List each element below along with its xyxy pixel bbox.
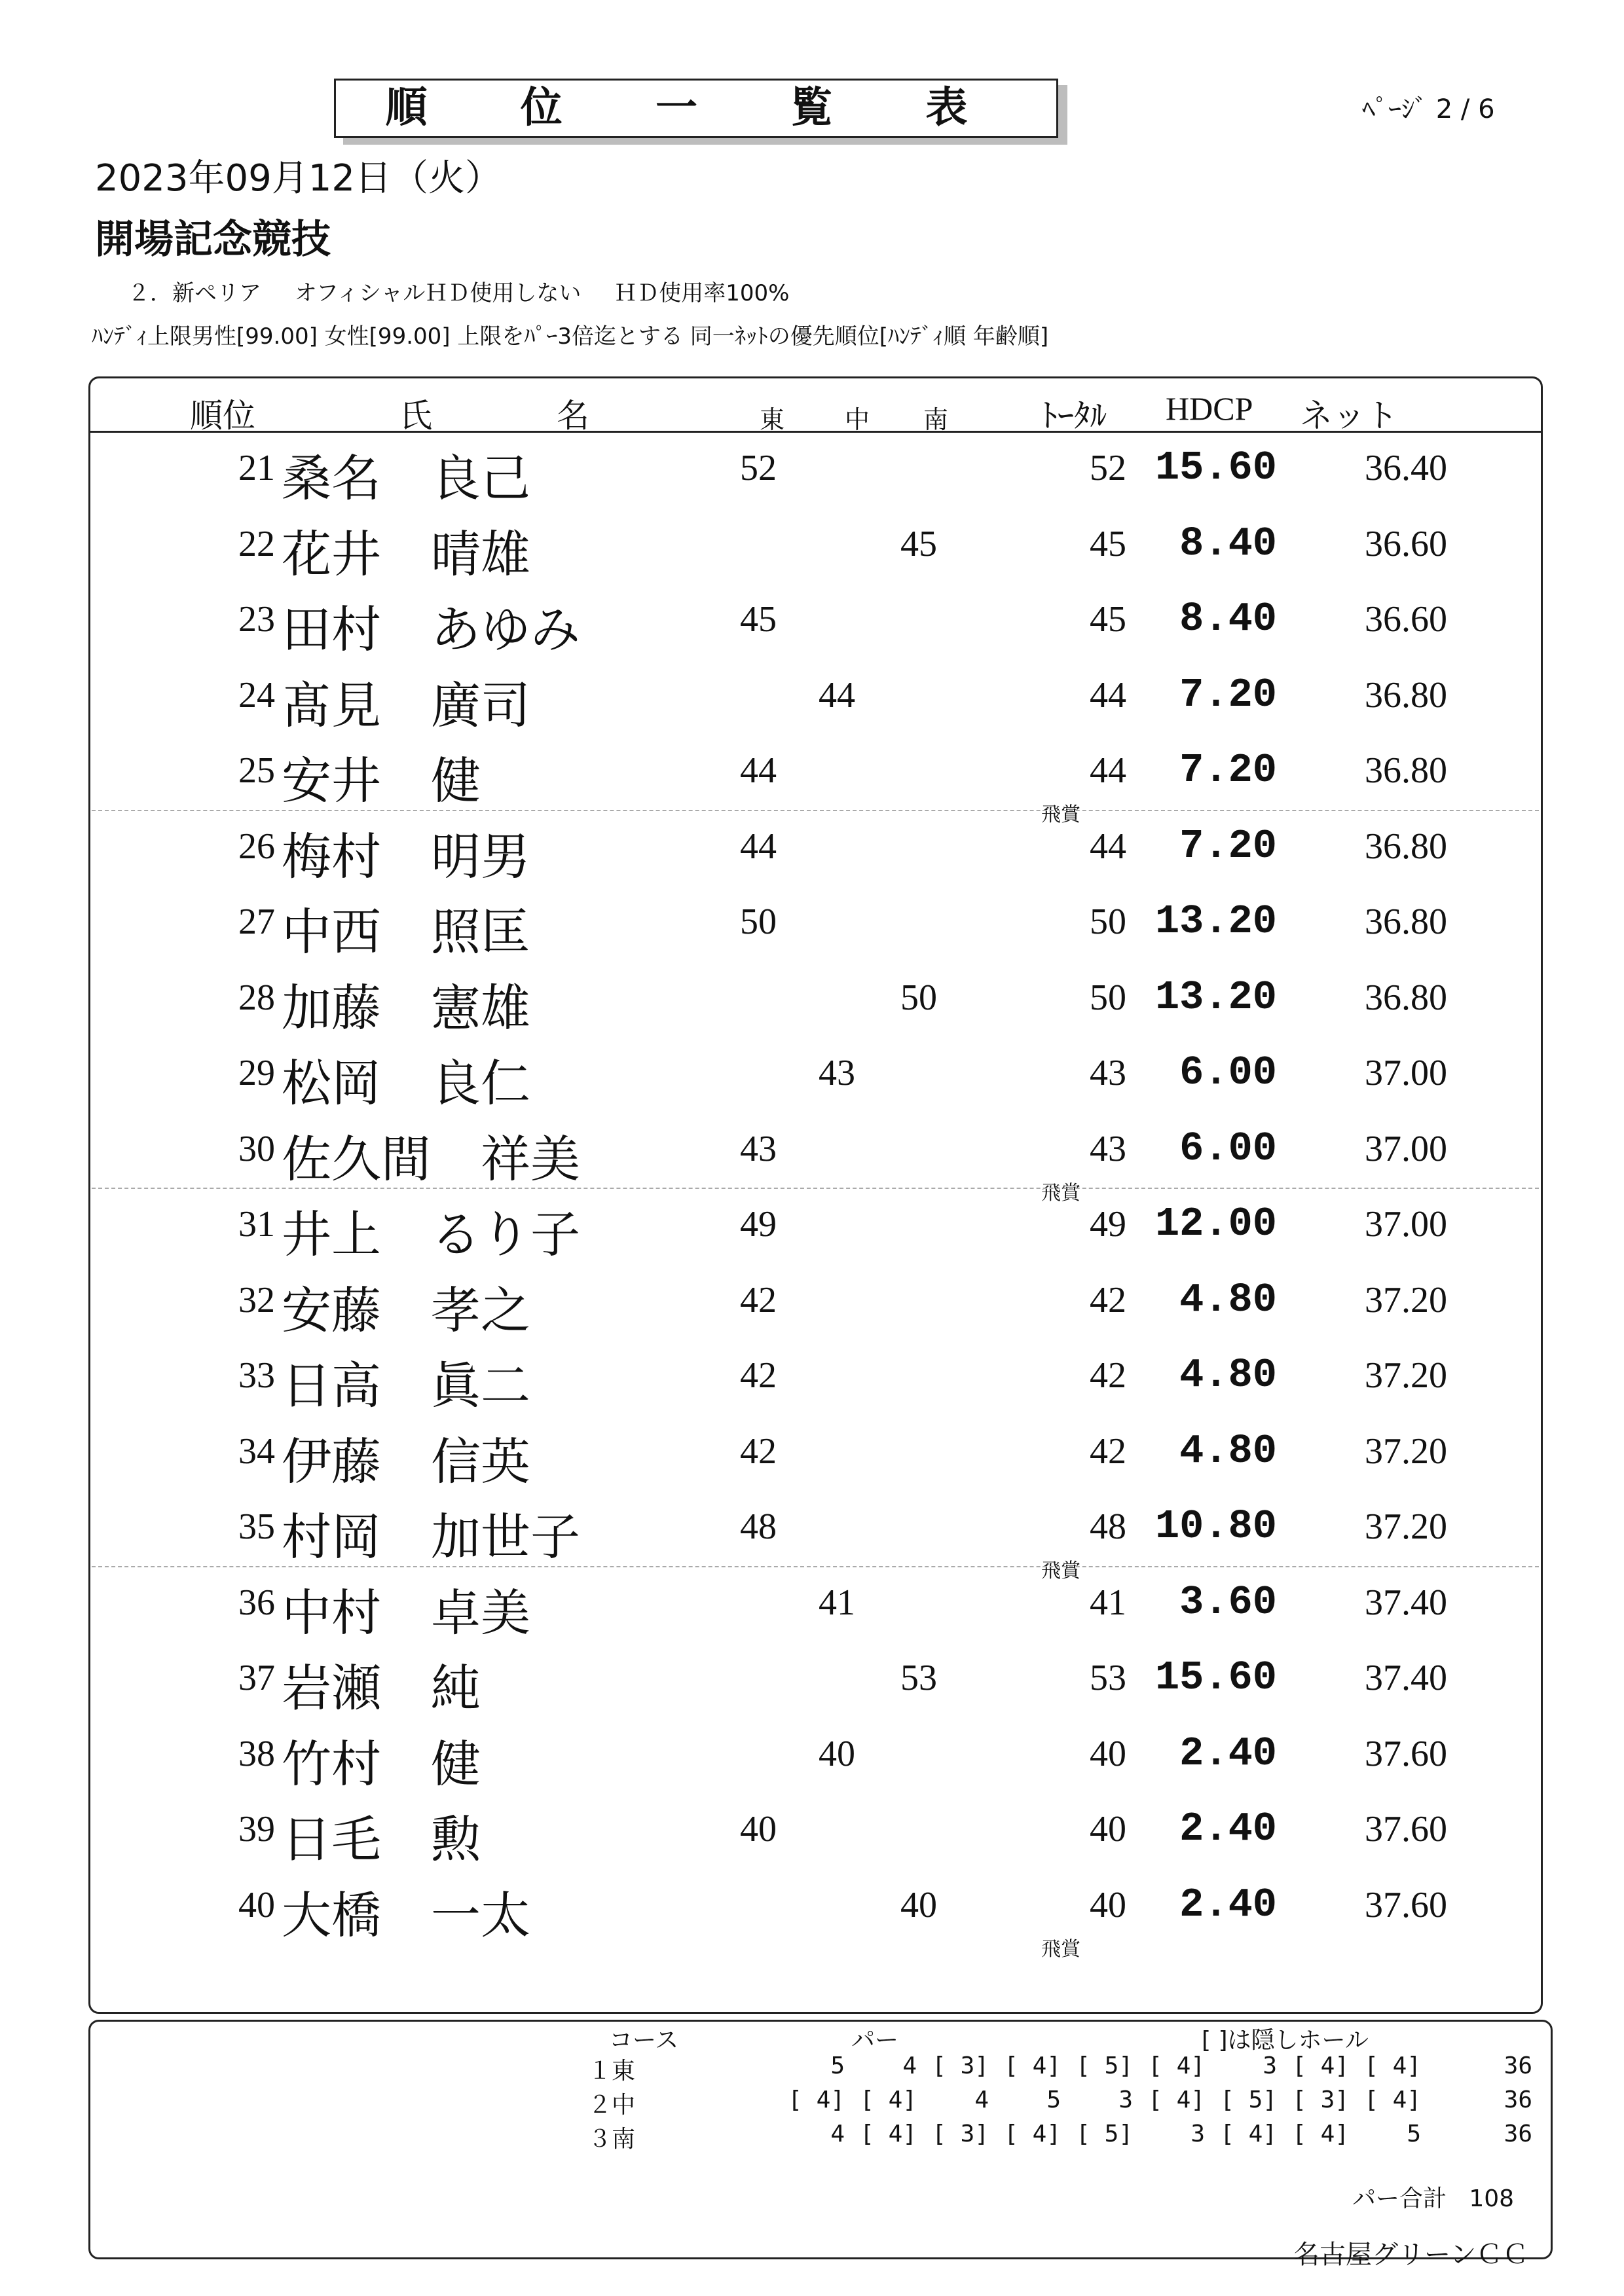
cell-total: 44 <box>1090 674 1126 716</box>
cell-net: 37.40 <box>1365 1658 1447 1698</box>
table-row <box>0 738 1624 826</box>
cell-south: 40 <box>900 1884 937 1925</box>
hole-par: [ 4] <box>788 2086 845 2113</box>
cell-hdcp: 6.00 <box>1179 1125 1277 1172</box>
cell-net: 37.60 <box>1365 1884 1447 1925</box>
cell-name: 井上 るり子 <box>282 1208 580 1263</box>
handicap-rule: ﾊﾝﾃﾞｨ上限男性[99.00] 女性[99.00] 上限をﾊﾟｰ3倍迄とする 同一ﾈｯﾄの優先順位[ﾊﾝﾃﾞｨ順 年齢順] <box>92 323 1049 350</box>
cell-total: 48 <box>1090 1506 1126 1547</box>
col-total: ﾄｰﾀﾙ <box>1041 397 1107 434</box>
cell-east: 42 <box>740 1355 777 1396</box>
cell-rank: 26 <box>238 826 275 867</box>
cell-mid: 44 <box>819 674 855 716</box>
hole-par: 3 <box>1263 2052 1277 2079</box>
hole-par: [ 4] <box>1004 2052 1061 2079</box>
cell-rank: 30 <box>238 1128 275 1169</box>
cell-total: 44 <box>1090 826 1126 867</box>
competition-name: 開場記念競技 <box>95 217 331 263</box>
col-hdcp: HDCP <box>1166 390 1253 427</box>
cell-rank: 38 <box>238 1733 275 1774</box>
cell-total: 40 <box>1090 1809 1126 1850</box>
cell-name: 桑名 良己 <box>282 452 530 507</box>
hidden-hole-note: [ ]は隠しホール <box>1202 2027 1369 2054</box>
hole-par: [ 4] <box>1364 2052 1421 2079</box>
cell-total: 42 <box>1090 1279 1126 1321</box>
cell-hdcp: 15.60 <box>1154 445 1277 491</box>
cell-net: 36.60 <box>1365 523 1447 564</box>
cell-name: 伊藤 信英 <box>282 1434 530 1490</box>
hole-par: [ 4] <box>1292 2052 1349 2079</box>
cell-total: 53 <box>1090 1658 1126 1698</box>
hole-par: 5 <box>1046 2086 1061 2113</box>
cell-total: 44 <box>1090 750 1126 791</box>
cell-rank: 23 <box>238 599 275 640</box>
cell-rank: 35 <box>238 1506 275 1547</box>
cell-rank: 21 <box>238 448 275 488</box>
course-name: １東 <box>587 2058 635 2085</box>
cell-rank: 34 <box>238 1430 275 1472</box>
cell-net: 36.80 <box>1365 902 1447 942</box>
cell-hdcp: 2.40 <box>1179 1806 1277 1852</box>
par-total-value: 108 <box>1469 2185 1515 2212</box>
cell-hdcp: 2.40 <box>1179 1881 1277 1928</box>
cell-rank: 40 <box>238 1884 275 1925</box>
cell-south: 45 <box>900 523 937 564</box>
cell-name: 竹村 健 <box>282 1737 481 1793</box>
cell-total: 43 <box>1090 1053 1126 1093</box>
cell-note: 飛賞 <box>1041 1559 1080 1582</box>
cell-rank: 25 <box>238 750 275 791</box>
cell-name: 花井 晴雄 <box>282 527 530 583</box>
cell-name: 松岡 良仁 <box>282 1057 530 1112</box>
cell-hdcp: 7.20 <box>1179 671 1277 718</box>
col-rank: 順位 <box>190 397 255 434</box>
hole-par: [ 3] <box>932 2052 989 2079</box>
col-name-given: 名 <box>557 397 589 434</box>
cell-east: 40 <box>740 1809 777 1850</box>
cell-total: 42 <box>1090 1355 1126 1396</box>
cell-name: 岩瀬 純 <box>282 1662 481 1717</box>
cell-net: 37.20 <box>1365 1355 1447 1396</box>
cell-net: 36.80 <box>1365 826 1447 867</box>
page-number: ﾍﾟｰｼﾞ 2 / 6 <box>1362 94 1495 124</box>
table-row <box>0 1343 1624 1418</box>
cell-total: 52 <box>1090 448 1126 488</box>
cell-total: 45 <box>1090 523 1126 564</box>
table-row <box>0 1570 1624 1645</box>
hole-par: 4 <box>902 2052 917 2079</box>
cell-note: 飛賞 <box>1041 803 1080 826</box>
hole-par: 5 <box>830 2052 845 2079</box>
group-separator <box>92 810 1539 811</box>
cell-east: 44 <box>740 750 777 791</box>
cell-net: 37.60 <box>1365 1733 1447 1774</box>
event-date: 2023年09月12日（火） <box>95 157 502 200</box>
hole-par: [ 4] <box>1220 2121 1277 2147</box>
cell-hdcp: 6.00 <box>1179 1049 1277 1096</box>
par-label: パー <box>851 2027 899 2054</box>
hole-par: [ 4] <box>1004 2121 1061 2147</box>
cell-name: 大橋 一太 <box>282 1888 530 1944</box>
table-row <box>0 1040 1624 1116</box>
course-total: 36 <box>1504 2121 1532 2147</box>
cell-net: 36.80 <box>1365 977 1447 1018</box>
cell-east: 52 <box>740 448 777 488</box>
cell-hdcp: 13.20 <box>1154 898 1277 945</box>
hole-par: 4 <box>830 2121 845 2147</box>
cell-total: 45 <box>1090 599 1126 640</box>
col-net: ネット <box>1300 397 1398 434</box>
course-total: 36 <box>1504 2086 1532 2113</box>
col-south: 南 <box>923 407 949 434</box>
cell-hdcp: 13.20 <box>1154 974 1277 1021</box>
cell-name: 梅村 明男 <box>282 829 530 885</box>
hole-par: 5 <box>1407 2121 1421 2147</box>
course-total: 36 <box>1504 2052 1532 2079</box>
cell-net: 36.80 <box>1365 674 1447 716</box>
cell-south: 53 <box>900 1658 937 1698</box>
cell-rank: 32 <box>238 1279 275 1321</box>
cell-name: 日高 眞二 <box>282 1359 530 1414</box>
hole-par: [ 5] <box>1076 2121 1133 2147</box>
cell-hdcp: 3.60 <box>1179 1578 1277 1626</box>
hole-par: [ 4] <box>1148 2052 1205 2079</box>
table-row <box>0 889 1624 964</box>
cell-net: 37.00 <box>1365 1204 1447 1245</box>
cell-hdcp: 12.00 <box>1154 1201 1277 1247</box>
hole-par: [ 4] <box>860 2086 917 2113</box>
cell-hdcp: 8.40 <box>1179 596 1277 642</box>
cell-net: 37.00 <box>1365 1128 1447 1169</box>
course-name: ３南 <box>587 2126 635 2153</box>
table-row <box>0 1796 1624 1872</box>
hole-par: [ 5] <box>1076 2052 1133 2079</box>
table-row <box>0 587 1624 662</box>
cell-name: 村岡 加世子 <box>282 1510 580 1565</box>
cell-rank: 27 <box>238 902 275 942</box>
cell-east: 43 <box>740 1128 777 1169</box>
hole-par: [ 3] <box>1292 2086 1349 2113</box>
cell-east: 44 <box>740 826 777 867</box>
hole-par: 3 <box>1118 2086 1133 2113</box>
hole-par: [ 5] <box>1220 2086 1277 2113</box>
par-total-label: パー合計 <box>1352 2185 1447 2212</box>
cell-east: 48 <box>740 1506 777 1547</box>
table-row <box>0 1419 1624 1494</box>
cell-total: 40 <box>1090 1733 1126 1774</box>
cell-total: 42 <box>1090 1430 1126 1472</box>
cell-rank: 24 <box>238 674 275 716</box>
cell-hdcp: 8.40 <box>1179 520 1277 567</box>
cell-total: 50 <box>1090 902 1126 942</box>
hole-par: [ 4] <box>860 2121 917 2147</box>
table-row <box>0 1872 1624 1961</box>
table-row <box>0 435 1624 511</box>
table-row <box>0 511 1624 587</box>
cell-rank: 33 <box>238 1355 275 1396</box>
cell-south: 50 <box>900 977 937 1018</box>
hole-par: 3 <box>1190 2121 1205 2147</box>
hole-par: [ 4] <box>1148 2086 1205 2113</box>
cell-name: 佐久間 祥美 <box>282 1132 580 1188</box>
col-name-surname: 氏 <box>399 397 432 434</box>
cell-rank: 22 <box>238 523 275 564</box>
cell-east: 42 <box>740 1430 777 1472</box>
cell-rank: 36 <box>238 1582 275 1623</box>
cell-rank: 29 <box>238 1053 275 1093</box>
table-row <box>0 1721 1624 1796</box>
cell-net: 37.60 <box>1365 1809 1447 1850</box>
hole-par: [ 3] <box>932 2121 989 2147</box>
cell-hdcp: 4.80 <box>1179 1276 1277 1323</box>
cell-name: 田村 あゆみ <box>282 603 580 658</box>
cell-net: 37.20 <box>1365 1279 1447 1321</box>
course-name: ２中 <box>587 2092 635 2119</box>
cell-net: 36.80 <box>1365 750 1447 791</box>
cell-note: 飛賞 <box>1041 1937 1080 1961</box>
col-east: 東 <box>760 407 785 434</box>
table-row <box>0 663 1624 738</box>
table-row <box>0 965 1624 1040</box>
cell-rank: 31 <box>238 1204 275 1245</box>
cell-net: 37.20 <box>1365 1506 1447 1547</box>
cell-name: 中西 照匡 <box>282 905 530 960</box>
cell-hdcp: 4.80 <box>1179 1352 1277 1398</box>
table-row <box>0 1116 1624 1205</box>
cell-net: 36.60 <box>1365 599 1447 640</box>
cell-east: 50 <box>740 902 777 942</box>
cell-mid: 40 <box>819 1733 855 1774</box>
cell-name: 安藤 孝之 <box>282 1283 530 1339</box>
scoring-conditions: ２．新ペリア オフィシャルＨＤ使用しない ＨＤ使用率100% <box>128 280 790 306</box>
cell-east: 42 <box>740 1279 777 1321</box>
cell-hdcp: 7.20 <box>1179 747 1277 793</box>
cell-total: 40 <box>1090 1884 1126 1925</box>
cell-net: 37.00 <box>1365 1053 1447 1093</box>
cell-net: 37.40 <box>1365 1582 1447 1623</box>
group-separator <box>92 1566 1539 1567</box>
cell-rank: 37 <box>238 1658 275 1698</box>
table-row <box>0 1267 1624 1343</box>
club-name: 名古屋グリーンＣＣ <box>1293 2240 1529 2270</box>
hole-par: 4 <box>974 2086 989 2113</box>
hole-par: [ 4] <box>1292 2121 1349 2147</box>
cell-hdcp: 4.80 <box>1179 1427 1277 1474</box>
cell-total: 43 <box>1090 1128 1126 1169</box>
cell-hdcp: 15.60 <box>1154 1654 1277 1701</box>
cell-rank: 28 <box>238 977 275 1018</box>
cell-net: 37.20 <box>1365 1430 1447 1472</box>
cell-hdcp: 10.80 <box>1154 1503 1277 1550</box>
cell-hdcp: 2.40 <box>1179 1730 1277 1777</box>
cell-name: 中村 卓美 <box>282 1586 530 1641</box>
cell-name: 安井 健 <box>282 754 481 809</box>
cell-rank: 39 <box>238 1809 275 1850</box>
cell-net: 36.40 <box>1365 448 1447 488</box>
cell-note: 飛賞 <box>1041 1181 1080 1205</box>
course-label: コース <box>609 2027 679 2054</box>
cell-mid: 41 <box>819 1582 855 1623</box>
cell-name: 加藤 憲雄 <box>282 981 530 1036</box>
table-row <box>0 1192 1624 1267</box>
cell-total: 49 <box>1090 1204 1126 1245</box>
table-row <box>0 814 1624 889</box>
cell-total: 50 <box>1090 977 1126 1018</box>
cell-total: 41 <box>1090 1582 1126 1623</box>
cell-mid: 43 <box>819 1053 855 1093</box>
cell-name: 日毛 勲 <box>282 1813 481 1868</box>
par-total <box>1352 2180 1514 2214</box>
cell-name: 髙見 廣司 <box>282 678 530 734</box>
cell-east: 45 <box>740 599 777 640</box>
group-separator <box>92 1188 1539 1189</box>
col-mid: 中 <box>845 407 870 434</box>
hole-par: [ 4] <box>1364 2086 1421 2113</box>
table-row <box>0 1494 1624 1582</box>
cell-east: 49 <box>740 1204 777 1245</box>
page-title: 順 位 一 覧 表 <box>334 79 1058 138</box>
table-row <box>0 1645 1624 1721</box>
cell-hdcp: 7.20 <box>1179 822 1277 869</box>
